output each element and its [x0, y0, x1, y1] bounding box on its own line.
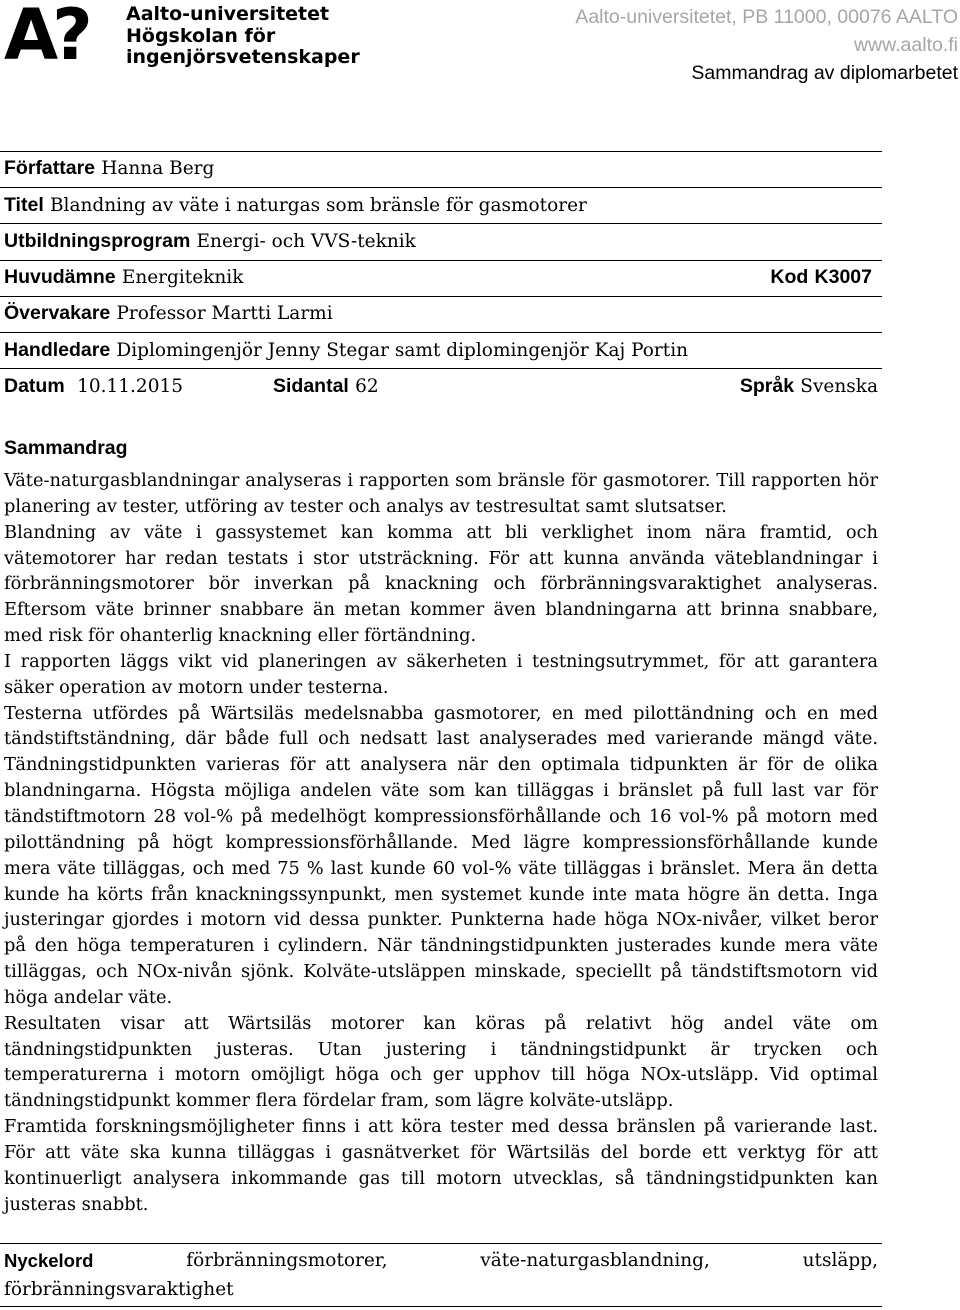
language-value: Svenska — [800, 376, 878, 397]
supervisor-row — [4, 298, 878, 328]
code-value: K3007 — [814, 266, 872, 288]
advisor-label: Handledare — [4, 339, 111, 361]
keywords-line — [4, 1246, 878, 1275]
code-label: Kod — [770, 266, 809, 288]
title-label: Titel — [4, 194, 44, 216]
code-field — [770, 262, 872, 292]
keyword: förbränningsmotorer, — [186, 1250, 388, 1271]
language-field — [740, 371, 878, 402]
abstract-paragraph: I rapporten läggs vikt vid planeringen av säkerheten i testningsutrymmet, för att garantera säker operation av motorn under testerna. — [4, 650, 878, 698]
logo-line: ingenjörsvetenskaper — [126, 46, 360, 68]
author-label: Författare — [4, 157, 96, 179]
divider — [0, 1306, 882, 1307]
divider — [0, 260, 882, 261]
advisor-value: Diplomingenjör Jenny Stegar samt diplomingenjör Kaj Portin — [116, 340, 689, 361]
advisor-row — [4, 335, 878, 365]
title-value: Blandning av väte i naturgas som bränsle för gasmotorer — [49, 195, 587, 216]
divider — [0, 368, 882, 369]
abstract-paragraph: Blandning av väte i gassystemet kan komma att bli verklighet inom nära framtid, och vätemotorer har redan testats i stor utsträckning. För att kunna använda väteblandningar i förbränningsmotorer bör inverkan på knackning och förbränningsvaraktighet analyseras. Eftersom väte brinner snabbare än metan kommer även blandningarna att brinna snabbare, med risk för ohanterlig knackning eller förtändning. — [4, 521, 878, 647]
logo-line: Högskolan för — [126, 24, 276, 47]
major-value: Energiteknik — [121, 267, 244, 288]
program-value: Energi- och VVS-teknik — [196, 231, 416, 252]
abstract-paragraph: Framtida forskningsmöjligheter finns i att köra tester med dessa bränslen på varierande last. För att väte ska kunna tilläggas i gasnätverket för Wärtsiläs del borde ett verktyg för att kontinuerligt analysera inkommande gas till motorn utvecklas, så tändningstidpunkten kan justeras snabbt. — [4, 1116, 878, 1215]
header-info — [575, 3, 958, 87]
divider — [0, 187, 882, 188]
divider — [0, 332, 882, 333]
logo-line: Aalto-universitetet — [126, 3, 330, 25]
logo-mark: A? — [4, 0, 87, 76]
abstract-body — [4, 468, 878, 1217]
abstract-paragraph: Väte-naturgasblandningar analyseras i rapporten som bränsle för gasmotorer. Till rapporten hör planering av tester, utföring av tester och analys av testresultat samt slutsatser. — [4, 470, 878, 517]
date-value: 10.11.2015 — [77, 376, 184, 397]
abstract-paragraph: Resultaten visar att Wärtsiläs motorer kan köras på relativt hög andel väte om tändningstidpunkten justeras. Utan justering i tändningstidpunkt är trycken och temperaturerna i motorn omöjligt höga och ger upphov till höga NOx-utsläpp. Vid optimal tändningstidpunkt kommer flera fördelar fram, som lägre kolväte-utsläpp. — [4, 1012, 878, 1112]
document-title: Sammandrag av diplomarbetet — [691, 62, 958, 84]
divider — [0, 223, 882, 224]
supervisor-value: Professor Martti Larmi — [116, 303, 333, 324]
university-url[interactable]: www.aalto.fi — [853, 34, 958, 56]
title-row — [4, 190, 878, 220]
divider — [0, 1243, 882, 1244]
pages-value: 62 — [355, 376, 379, 397]
logo-text — [126, 4, 360, 69]
keywords-label: Nyckelord — [4, 1250, 94, 1271]
keyword: väte-naturgasblandning, — [480, 1250, 710, 1271]
pages-field — [273, 371, 379, 402]
major-label: Huvudämne — [4, 266, 116, 288]
keywords — [4, 1246, 878, 1304]
university-address: Aalto-universitetet, PB 11000, 00076 AALTO — [575, 6, 958, 28]
divider — [0, 296, 882, 297]
pages-label: Sidantal — [273, 375, 349, 397]
language-label: Språk — [739, 375, 795, 397]
major-row — [4, 262, 878, 292]
author-value: Hanna Berg — [101, 158, 215, 179]
program-label: Utbildningsprogram — [4, 230, 191, 252]
program-row — [4, 226, 878, 256]
date-row — [4, 371, 878, 401]
keyword: förbränningsvaraktighet — [4, 1279, 234, 1300]
abstract-heading: Sammandrag — [4, 437, 128, 459]
divider — [0, 151, 882, 152]
keyword: utsläpp, — [802, 1250, 878, 1271]
supervisor-label: Övervakare — [4, 302, 111, 324]
author-row — [4, 153, 878, 183]
aalto-logo — [4, 0, 360, 76]
date-label: Datum — [4, 375, 65, 397]
abstract-paragraph: Testerna utfördes på Wärtsiläs medelsnabba gasmotorer, en med pilottändning och en med tändstiftständning, där både full och nedsatt last analyserades med varierande mängd väte. Tändningstidpunkten varieras för att analysera när den optimala tidpunkten är för de olika blandningarna. Högsta möjliga andelen väte som kan tilläggas i bränslet på full last var för tändstiftmotorn 28 vol-% på medelhögt kompressionsförhållande och 16 vol-% på motorn med pilottändning på högt kompressionsförhållande. Med lägre kompressionsförhållande kunde mera väte tilläggas, och med 75 % last kunde 60 vol-% väte tilläggas i bränslet. Mera än detta kunde ha körts från knackningssynpunkt, men systemet kunde inte mata högre än detta. Inga justeringar gjordes i motorn vid dessa punkter. Punkterna hade höga NOx-nivåer, vilket beror på den höga temperaturen i cylindern. När tändningstidpunkten justerades kunde mera väte tilläggas, och NOx-nivån sjönk. Kolväte-utsläppen minskade, speciellt på tändstiftsmotorn vid höga andelar väte. — [4, 702, 878, 1008]
